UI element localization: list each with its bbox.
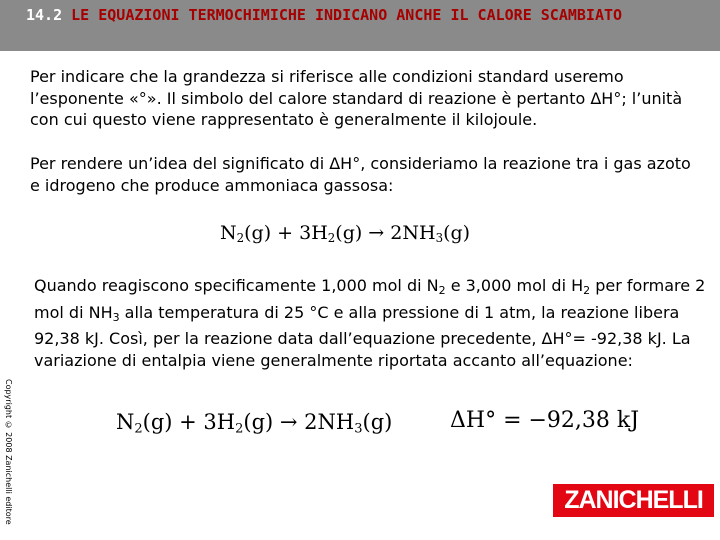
section-number: 14.2 xyxy=(26,6,63,24)
paragraph-standard-conditions: Per indicare che la grandezza si riferisce alle condizioni standard useremo l’esponente «°». Il simbolo del calore standard di reazione è pertanto ΔH°; l’unità con cui questo viene rappresentato è generalmente il kilojoule. xyxy=(30,67,683,129)
header-bar xyxy=(0,0,720,51)
zanichelli-logo: ZANICHELLI xyxy=(553,484,714,517)
paragraph-enthalpy-explanation: Quando reagiscono specificamente 1,000 mol di $N_2$ e 3,000 mol di $H_2$ per formare 2 mol di $NH_3$ alla temperatura di 25 °C e alla pressione di 1 atm, la reazione libera 92,38 kJ. Così, per la reazione data dall’equazione precedente, ΔH°= -92,38 kJ. La variazione di entalpia viene generalmente riportata accanto all’equazione: xyxy=(34,276,706,370)
equation-ammonia-with-enthalpy: $N_2(g) + 3H_2(g) \to 2NH_3(g)$ xyxy=(116,410,393,437)
slide-title xyxy=(26,5,706,25)
paragraph-reaction-intro: Per rendere un’idea del significato di ΔH°, consideriamo la reazione tra i gas azoto e idrogeno che produce ammoniaca gassosa: xyxy=(30,154,691,195)
enthalpy-value: ΔH° = −92,38 kJ xyxy=(450,408,640,433)
equation-ammonia-synthesis: $N_2(g) + 3H_2(g) \to 2NH_3(g)$ xyxy=(220,222,471,245)
copyright-notice: Copyright © 2008 Zanichelli editore xyxy=(4,379,13,525)
section-title: LE EQUAZIONI TERMOCHIMICHE INDICANO ANCHE IL CALORE SCAMBIATO xyxy=(71,6,623,24)
